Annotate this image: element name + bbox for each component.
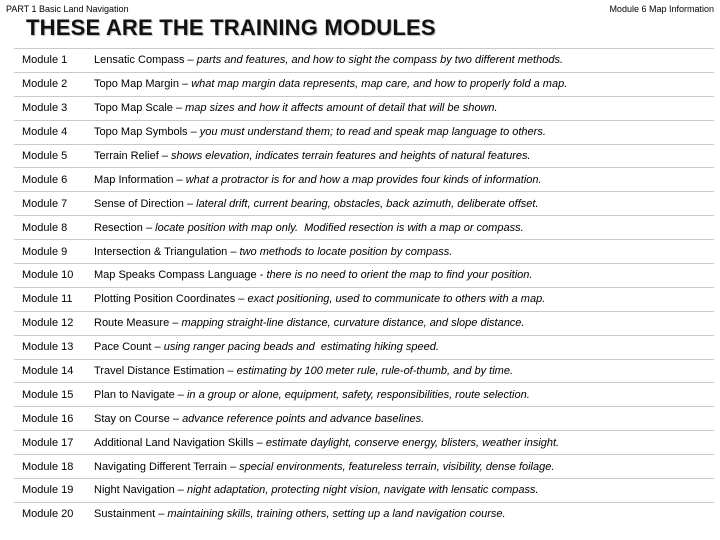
module-description	[86, 455, 714, 479]
module-name: Travel Distance Estimation	[94, 365, 225, 378]
module-separator: –	[174, 484, 187, 497]
table-row	[14, 192, 714, 216]
module-description	[86, 287, 714, 311]
module-detail: special environments, featureless terrain, visibility, dense foilage.	[239, 460, 555, 473]
module-detail: advance reference points and advance baselines.	[182, 412, 425, 425]
module-name: Intersection & Triangulation	[94, 245, 228, 258]
module-description	[86, 335, 714, 359]
module-detail: lateral drift, current bearing, obstacles, back azimuth, deliberate offset.	[196, 197, 539, 210]
module-number: Module 7	[14, 192, 86, 216]
table-row	[14, 264, 714, 288]
module-description	[86, 407, 714, 431]
table-row	[14, 72, 714, 96]
module-name: Topo Map Margin	[94, 78, 179, 91]
module-separator: –	[235, 293, 248, 306]
table-row	[14, 479, 714, 503]
module-detail: estimate daylight, conserve energy, blisters, weather insight.	[265, 436, 560, 449]
module-description	[86, 311, 714, 335]
module-number: Module 6	[14, 168, 86, 192]
module-detail: using ranger pacing beads and estimating hiking speed.	[163, 341, 439, 354]
module-separator: –	[224, 365, 237, 378]
module-name: Lensatic Compass	[94, 54, 185, 67]
module-detail: there is no need to orient the map to find your position.	[266, 269, 533, 282]
module-number: Module 20	[14, 502, 86, 525]
module-description	[86, 168, 714, 192]
module-separator: –	[174, 388, 187, 401]
module-name: Night Navigation	[94, 484, 175, 497]
module-name: Resection	[94, 221, 143, 234]
module-detail: what a protractor is for and how a map provides four kinds of information.	[185, 173, 542, 186]
table-row	[14, 144, 714, 168]
module-number: Module 17	[14, 431, 86, 455]
module-name: Stay on Course	[94, 412, 170, 425]
module-number: Module 18	[14, 455, 86, 479]
module-detail: you must understand them; to read and speak map language to others.	[199, 126, 546, 139]
table-row	[14, 455, 714, 479]
module-number: Module 12	[14, 311, 86, 335]
module-name: Sustainment	[94, 508, 156, 521]
module-number: Module 9	[14, 240, 86, 264]
table-row	[14, 335, 714, 359]
module-detail: in a group or alone, equipment, safety, responsibilities, route selection.	[186, 388, 530, 401]
module-number: Module 4	[14, 120, 86, 144]
module-number: Module 15	[14, 383, 86, 407]
module-number: Module 13	[14, 335, 86, 359]
module-name: Plan to Navigate	[94, 388, 175, 401]
module-description	[86, 72, 714, 96]
module-name: Sense of Direction	[94, 197, 184, 210]
module-description	[86, 49, 714, 73]
module-description	[86, 479, 714, 503]
module-number: Module 3	[14, 96, 86, 120]
table-row	[14, 49, 714, 73]
module-number: Module 19	[14, 479, 86, 503]
module-detail: map sizes and how it affects amount of detail that will be shown.	[185, 102, 498, 115]
module-separator: –	[142, 221, 156, 234]
module-detail: mapping straight-line distance, curvature distance, and slope distance.	[181, 317, 525, 330]
module-description	[86, 264, 714, 288]
module-description	[86, 383, 714, 407]
module-name: Terrain Relief	[94, 150, 159, 162]
table-row	[14, 407, 714, 431]
module-number: Module 11	[14, 287, 86, 311]
table-row	[14, 96, 714, 120]
module-number: Module 10	[14, 264, 86, 288]
module-separator: –	[183, 197, 197, 210]
module-detail: what map margin data represents, map care, and how to properly fold a map.	[191, 78, 568, 91]
module-separator: –	[169, 412, 183, 425]
module-separator: –	[227, 245, 240, 258]
module-name: Route Measure	[94, 317, 170, 330]
module-name: Navigating Different Terrain	[94, 460, 227, 473]
module-description	[86, 120, 714, 144]
table-row	[14, 383, 714, 407]
module-name: Map Information	[94, 173, 174, 186]
module-name: Pace Count	[94, 341, 152, 354]
table-row	[14, 311, 714, 335]
modules-table	[14, 48, 714, 526]
module-name: Topo Map Scale	[94, 102, 173, 115]
module-separator: –	[158, 150, 172, 162]
table-row	[14, 240, 714, 264]
module-separator: –	[173, 173, 186, 186]
module-number: Module 5	[14, 144, 86, 168]
module-separator: -	[256, 269, 267, 282]
module-number: Module 16	[14, 407, 86, 431]
module-number: Module 1	[14, 49, 86, 73]
table-row	[14, 120, 714, 144]
module-name: Plotting Position Coordinates	[94, 293, 236, 306]
module-separator: –	[172, 102, 186, 115]
module-description	[86, 144, 714, 168]
module-description	[86, 216, 714, 240]
module-description	[86, 96, 714, 120]
table-row	[14, 431, 714, 455]
module-number: Module 14	[14, 359, 86, 383]
module-detail: shows elevation, indicates terrain features and heights of natural features.	[171, 150, 531, 162]
header-part-label: PART 1 Basic Land Navigation	[6, 4, 129, 14]
module-number: Module 8	[14, 216, 86, 240]
module-detail: estimating by 100 meter rule, rule-of-thumb, and by time.	[236, 365, 514, 378]
module-detail: parts and features, and how to sight the compass by two different methods.	[196, 54, 563, 67]
module-separator: –	[151, 341, 164, 354]
module-separator: –	[253, 436, 266, 449]
module-detail: maintaining skills, training others, setting up a land navigation course.	[167, 508, 506, 521]
module-name: Additional Land Navigation Skills	[94, 436, 254, 449]
module-separator: –	[184, 54, 197, 67]
module-separator: –	[187, 126, 200, 139]
module-detail: night adaptation, protecting night vision, navigate with lensatic compass.	[186, 484, 539, 497]
module-description	[86, 359, 714, 383]
module-detail: exact positioning, used to communicate to others with a map.	[247, 293, 546, 306]
table-row	[14, 168, 714, 192]
module-separator: –	[179, 78, 192, 91]
module-separator: –	[155, 508, 168, 521]
table-row	[14, 502, 714, 525]
module-number: Module 2	[14, 72, 86, 96]
table-row	[14, 287, 714, 311]
header-module-label: Module 6 Map Information	[609, 4, 714, 14]
module-description	[86, 192, 714, 216]
module-name: Topo Map Symbols	[94, 126, 188, 139]
module-detail: two methods to locate position by compass.	[239, 245, 453, 258]
table-row	[14, 359, 714, 383]
module-description	[86, 431, 714, 455]
module-description	[86, 240, 714, 264]
page-title: THESE ARE THE TRAINING MODULES	[26, 15, 436, 40]
module-description	[86, 502, 714, 525]
module-separator: –	[226, 460, 240, 473]
module-separator: –	[169, 317, 182, 330]
module-name: Map Speaks Compass Language	[94, 269, 257, 282]
table-row	[14, 216, 714, 240]
module-detail: locate position with map only. Modified resection is with a map or compass.	[155, 221, 524, 234]
